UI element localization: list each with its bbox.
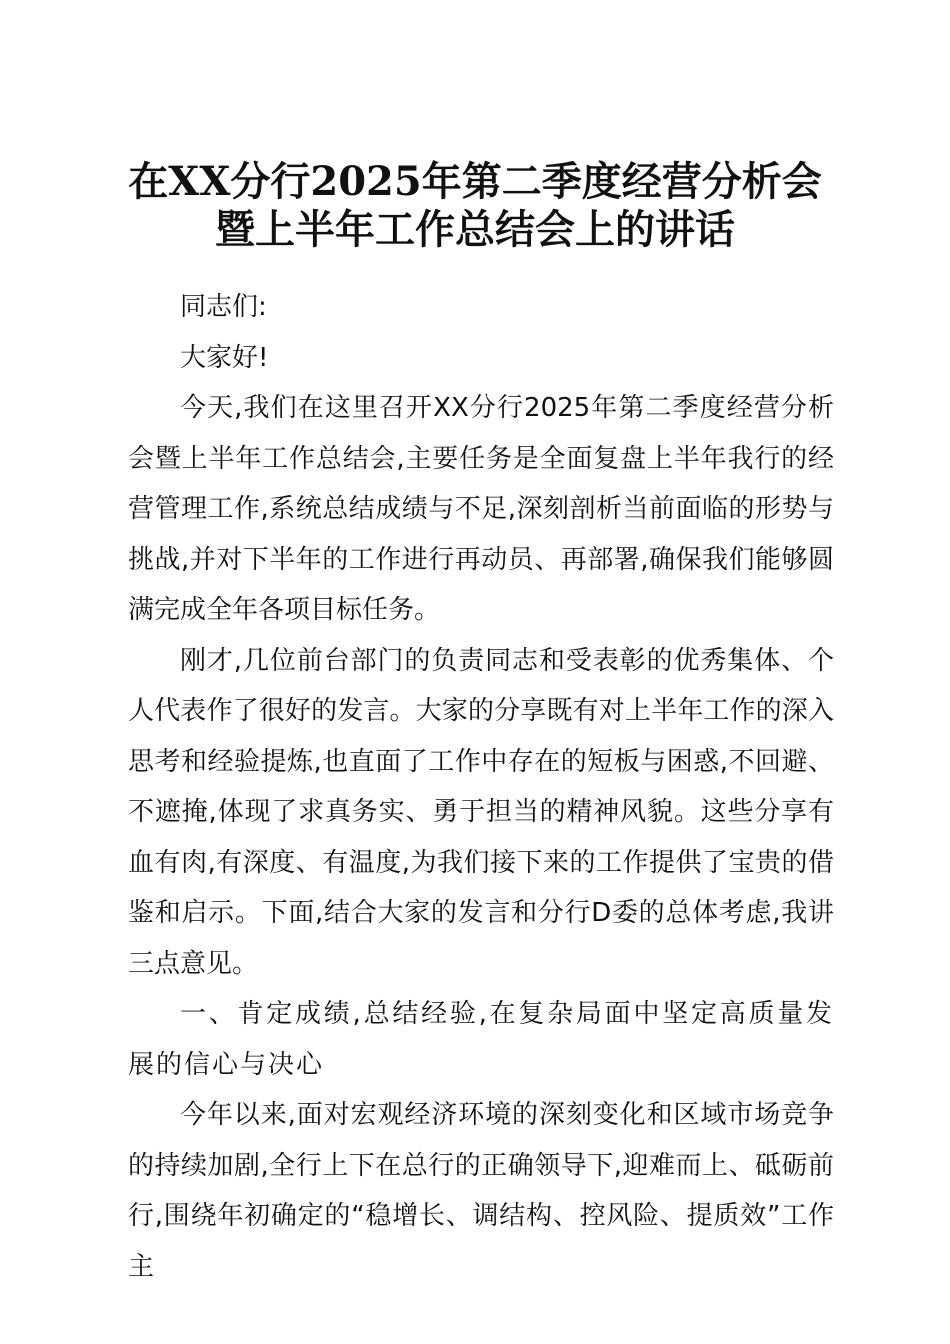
greeting: 大家好! <box>180 342 269 373</box>
document-body <box>128 282 834 1292</box>
title-line-1: 在XX分行2025年第二季度经营分析会 <box>128 158 822 205</box>
title-line-2: 暨上半年工作总结会上的讲话 <box>215 206 735 253</box>
document-title <box>100 158 850 254</box>
paragraph-section-1: 今年以来,面对宏观经济环境的深刻变化和区域市场竞争的持续加剧,全行上下在总行的正确领导下,迎难而上、砥砺前行,围绕年初确定的“稳增长、调结构、控风险、提质效”工作主 <box>128 1100 834 1282</box>
paragraph-opening: 今天,我们在这里召开XX分行2025年第二季度经营分析会暨上半年工作总结会,主要任务是全面复盘上半年我行的经营管理工作,系统总结成绩与不足,深刻剖析当前面临的形势与挑战,并对下半年的工作进行再动员、再部署,确保我们能够圆满完成全年各项目标任务。 <box>128 393 834 625</box>
section-heading-1: 一、肯定成绩,总结经验,在复杂局面中坚定高质量发展的信心与决心 <box>128 999 834 1080</box>
salutation: 同志们: <box>180 292 267 322</box>
paragraph-speeches-review: 刚才,几位前台部门的负责同志和受表彰的优秀集体、个人代表作了很好的发言。大家的分享既有对上半年工作的深入思考和经验提炼,也直面了工作中存在的短板与困惑,不回避、不遮掩,体现了求真务实、勇于担当的精神风貌。这些分享有血有肉,有深度、有温度,为我们接下来的工作提供了宝贵的借鉴和启示。下面,结合大家的发言和分行D委的总体考虑,我讲三点意见。 <box>128 645 834 979</box>
